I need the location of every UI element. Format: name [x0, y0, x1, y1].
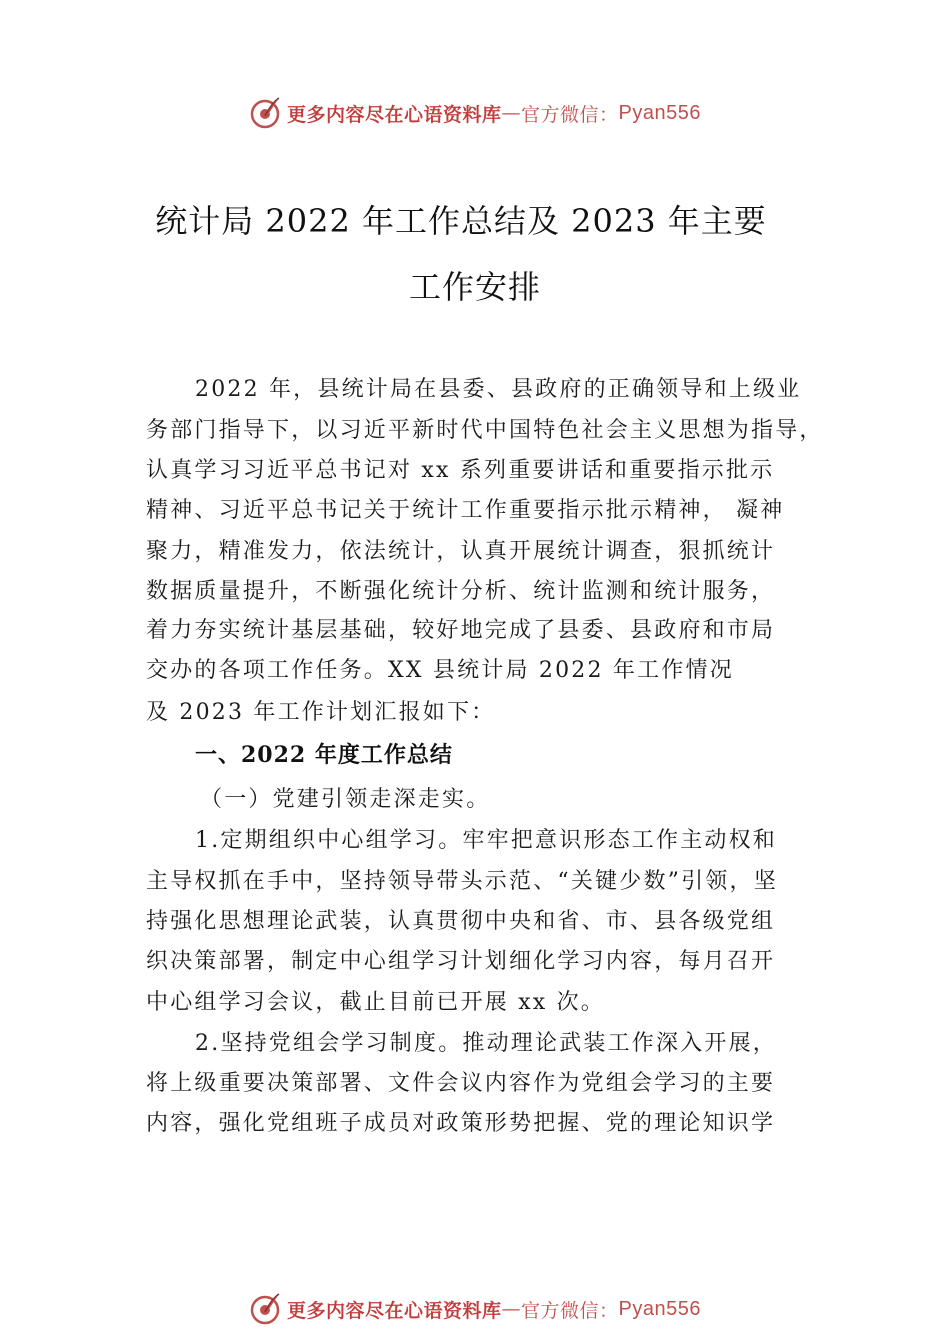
paragraph-line: 将上级重要决策部署、文件会议内容作为党组会学习的主要 — [146, 1071, 776, 1096]
watermark-separator: — — [501, 1298, 522, 1320]
paragraph-line: 中心组学习会议，截止目前已开展 xx 次。 — [146, 990, 606, 1015]
paragraph-line: 2022 年，县统计局在县委、县政府的正确领导和上级业 — [195, 377, 802, 402]
document-title-line-2: 工作安排 — [408, 268, 541, 306]
paragraph-line: 认真学习习近平总书记对 xx 系列重要讲话和重要指示批示 — [146, 458, 775, 483]
paragraph-line: 精神、习近平总书记关于统计工作重要指示批示精神， 凝神 — [146, 498, 785, 523]
paragraph-line: 主导权抓在手中，坚持领导带头示范、“关键少数”引领，坚 — [146, 869, 778, 894]
watermark-wechat-label: 官方微信： — [521, 1299, 619, 1322]
paragraph-line: 交办的各项工作任务。XX 县统计局 2022 年工作情况 — [146, 658, 734, 683]
paragraph-line: 务部门指导下，以习近平新时代中国特色社会主义思想为指导， — [146, 418, 824, 443]
paragraph-line: 持强化思想理论武装，认真贯彻中央和省、市、县各级党组 — [146, 909, 776, 934]
paragraph-line: 聚力，精准发力，依法统计，认真开展统计调查，狠抓统计 — [146, 539, 776, 564]
watermark-wechat-label: 官方微信： — [521, 103, 619, 126]
paragraph-line: 及 2023 年工作计划汇报如下： — [146, 700, 496, 725]
footer-watermark — [0, 1292, 950, 1326]
watermark-main-text: 更多内容尽在心语资料库 — [287, 1299, 502, 1322]
paragraph-line: 数据质量提升，不断强化统计分析、统计监测和统计服务， — [146, 579, 776, 604]
watermark-wechat-id: Pyan556 — [618, 101, 701, 124]
paragraph-line: 2.坚持党组会学习制度。推动理论武装工作深入开展， — [195, 1031, 777, 1056]
watermark-wechat-id: Pyan556 — [618, 1297, 701, 1320]
paragraph-line: 着力夯实统计基层基础，较好地完成了县委、县政府和市局 — [146, 618, 776, 643]
section-heading: 一、2022 年度工作总结 — [195, 742, 453, 768]
quill-logo-icon — [249, 96, 283, 130]
subsection-heading: （一）党建引领走深走实。 — [200, 787, 491, 812]
watermark-separator: — — [501, 102, 522, 124]
quill-logo-icon — [249, 1292, 283, 1326]
watermark-main-text: 更多内容尽在心语资料库 — [287, 103, 502, 126]
paragraph-line: 1.定期组织中心组学习。牢牢把意识形态工作主动权和 — [195, 828, 777, 853]
document-title-line-1: 统计局 2022 年工作总结及 2023 年主要 — [155, 202, 767, 240]
header-watermark — [0, 96, 950, 130]
paragraph-line: 织决策部署，制定中心组学习计划细化学习内容，每月召开 — [146, 949, 776, 974]
paragraph-line: 内容，强化党组班子成员对政策形势把握、党的理论知识学 — [146, 1111, 776, 1136]
